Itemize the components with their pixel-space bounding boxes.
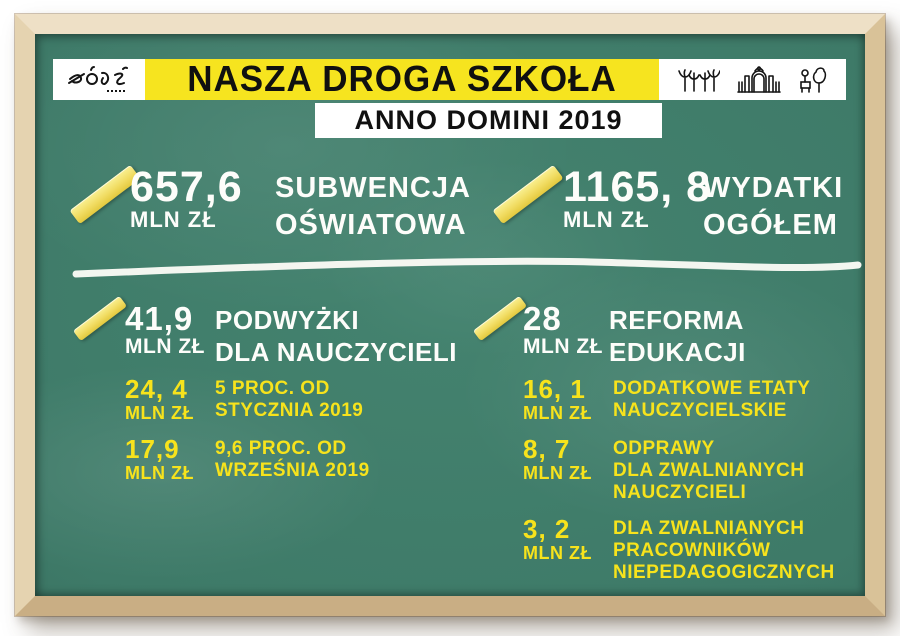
reform-item-desc: DLA ZWALNIANYCH PRACOWNIKÓW NIEPEDAGOGICZNYCH — [613, 518, 835, 583]
landmark-icons-box — [659, 59, 846, 100]
subvention-label: SUBWENCJA OŚWIATOWA — [275, 172, 471, 241]
chalk-stick-icon — [473, 296, 527, 341]
reform-item-desc: DODATKOWE ETATY NAUCZYCIELSKIE — [613, 378, 811, 421]
expenses-unit: MLN ZŁ — [563, 207, 650, 232]
reform-item-unit: MLN ZŁ — [523, 543, 592, 563]
chalk-stick-icon — [493, 165, 564, 224]
reform-item-unit: MLN ZŁ — [523, 463, 592, 483]
raises-item-desc: 5 PROC. OD STYCZNIA 2019 — [215, 378, 364, 421]
subtitle-text: ANNO DOMINI 2019 — [354, 105, 623, 135]
raises-item-value: 24, 4 — [125, 374, 188, 404]
lodz-city-logo-icon — [67, 65, 131, 95]
expenses-label: WYDATKI OGÓŁEM — [703, 172, 844, 241]
reform-item-desc: ODPRAWY DLA ZWALNIANYCH NAUCZYCIELI — [613, 438, 805, 503]
reform-item-unit: MLN ZŁ — [523, 403, 592, 423]
wooden-frame — [15, 14, 885, 616]
chalk-divider-line — [71, 254, 863, 284]
raises-item-unit: MLN ZŁ — [125, 403, 194, 423]
park-tree-icon — [798, 66, 828, 94]
lodz-logo-box — [53, 59, 145, 100]
raises-label: PODWYŻKI DLA NAUCZYCIELI — [215, 305, 457, 367]
gate-icon — [737, 66, 781, 94]
raises-unit: MLN ZŁ — [125, 335, 205, 358]
reform-item-value: 3, 2 — [523, 514, 571, 544]
subtitle-banner — [315, 103, 662, 138]
subvention-value: 657,6 — [130, 163, 243, 211]
subvention-unit: MLN ZŁ — [130, 207, 217, 232]
chalk-stick-icon — [73, 296, 127, 341]
reform-unit: MLN ZŁ — [523, 335, 603, 358]
expenses-value: 1165, 8 — [563, 163, 712, 211]
raises-item-unit: MLN ZŁ — [125, 463, 194, 483]
colonnade-icon — [678, 67, 720, 93]
raises-item-value: 17,9 — [125, 434, 180, 464]
reform-value: 28 — [523, 300, 562, 337]
page-title: NASZA DROGA SZKOŁA — [187, 59, 617, 99]
raises-value: 41,9 — [125, 300, 194, 337]
chalkboard — [35, 34, 865, 596]
reform-item-value: 16, 1 — [523, 374, 586, 404]
main-title-banner — [145, 59, 659, 100]
raises-item-desc: 9,6 PROC. OD WRZEŚNIA 2019 — [215, 438, 370, 481]
reform-label: REFORMA EDUKACJI — [609, 305, 746, 367]
reform-item-value: 8, 7 — [523, 434, 571, 464]
